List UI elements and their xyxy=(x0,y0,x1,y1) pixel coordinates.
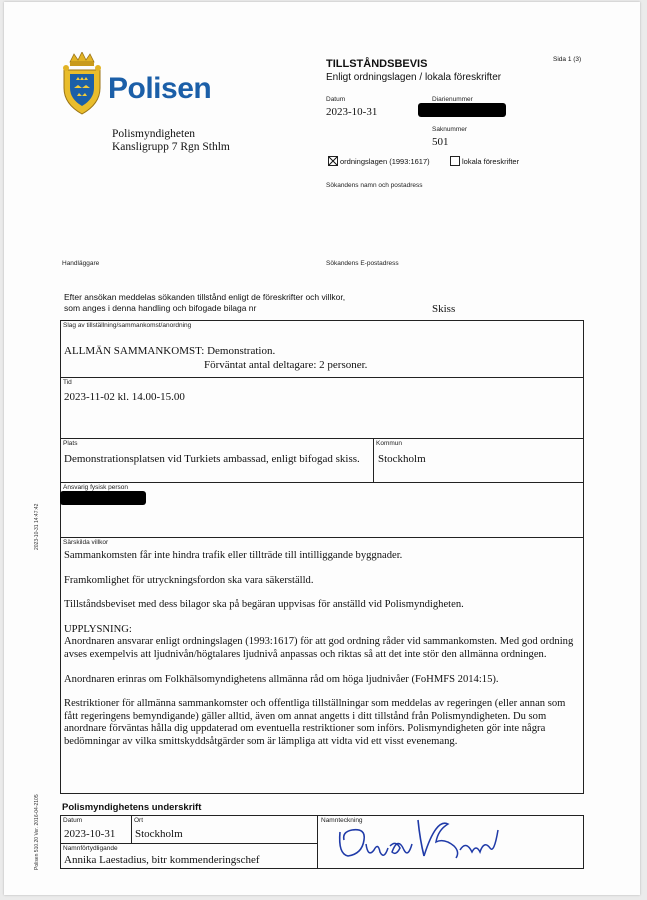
signature-heading: Polismyndighetens underskrift xyxy=(62,802,202,813)
info-paragraph-3: Restriktioner för allmänna sammankomster och offentliga tillställningar som meddelas av regeringen (eller annan som fått regeringens bemyndigande) gäller alltid, även om annat angetts i ditt tillstånd från Polismyndigheten. Du som anordnare förväntas hålla dig uppdaterad om eventuella restriktioner som införs. Polismyndigheten gör inte några bedömningar av vilka smittskyddsåtgärder som är lämpliga att vidta vid ett visst evenemang. xyxy=(64,698,566,747)
handlaggare-label: Handläggare xyxy=(62,260,100,267)
sig-datum-value: 2023-10-31 xyxy=(64,828,116,840)
authority-unit: Kansligrupp 7 Rgn Sthlm xyxy=(112,141,230,153)
condition-item: Sammankomsten får inte hindra trafik eller tillträde till intilliggande byggnader. xyxy=(64,550,403,561)
checkbox-lokala-foreskrifter[interactable] xyxy=(450,156,460,166)
applicant-address-label: Sökandens namn och postadress xyxy=(326,182,423,189)
sig-datum-label: Datum xyxy=(63,817,83,824)
ansvarig-label: Ansvarig fysisk person xyxy=(63,484,129,491)
ort-value: Stockholm xyxy=(135,828,183,840)
authority-block xyxy=(112,128,230,154)
checkbox-ordningslagen[interactable] xyxy=(328,156,338,166)
checked-cross-icon xyxy=(328,156,338,166)
tid-label: Tid xyxy=(63,379,72,386)
saknummer-value: 501 xyxy=(432,136,449,148)
kommun-value: Stockholm xyxy=(378,453,426,465)
kommun-label: Kommun xyxy=(376,440,403,447)
info-paragraph-2: Anordnaren erinras om Folkhälsomyndighetens allmänna råd om höga ljudnivåer (FoHMFS 2014:15). xyxy=(64,673,499,685)
villkor-label: Särskilda villkor xyxy=(63,539,109,546)
info-paragraph-1: Anordnaren ansvarar enligt ordningslagen (1993:1617) för att god ordning råder vid sammankomsten. Med god ordning avses exempelvis att ljudnivån/högtalares ljudnivå anpassas och riktas så att det inte stör den allmänna ordningen. xyxy=(64,636,574,660)
info-heading: UPPLYSNING: xyxy=(64,623,132,635)
authority-name: Polismyndigheten xyxy=(112,128,196,140)
divider xyxy=(60,377,584,378)
applicant-email-label: Sökandens E-postadress xyxy=(326,260,399,267)
type-value-2: Förväntat antal deltagare: 2 personer. xyxy=(204,359,368,371)
document-subtitle: Enligt ordningslagen / lokala föreskrifter xyxy=(326,72,502,83)
checkbox-lokala-label: lokala föreskrifter xyxy=(462,157,520,166)
divider xyxy=(60,482,584,483)
divider xyxy=(60,843,318,844)
checkbox-ordningslagen-label: ordningslagen (1993:1617) xyxy=(340,157,430,166)
redacted-diarienummer xyxy=(418,103,506,117)
intro-line-2: som anges i denna handling och bifogade bilaga nr xyxy=(64,303,257,313)
police-crest-icon xyxy=(60,52,104,116)
ort-label: Ort xyxy=(134,817,144,824)
divider xyxy=(373,438,374,482)
document-title: TILLSTÅNDSBEVIS xyxy=(326,58,428,70)
signer-name: Annika Laestadius, bitr kommenderingschef xyxy=(64,854,260,866)
plats-value: Demonstrationsplatsen vid Turkiets ambassad, enligt bifogad skiss. xyxy=(64,453,360,465)
condition-item: Framkomlighet för utryckningsfordon ska vara säkerställd. xyxy=(64,574,314,586)
diarienummer-label: Diarienummer xyxy=(432,96,473,103)
attachment-name: Skiss xyxy=(432,303,456,315)
polisen-logo-text: Polisen xyxy=(108,72,212,105)
document-page xyxy=(4,2,640,895)
type-label: Slag av tillställning/sammankomst/anordning xyxy=(63,322,192,329)
type-value-1: ALLMÄN SAMMANKOMST: Demonstration. xyxy=(64,345,276,357)
divider xyxy=(317,815,318,868)
divider xyxy=(131,815,132,843)
page-number: Sida 1 (3) xyxy=(553,56,582,63)
divider xyxy=(60,537,584,538)
condition-item: Tillståndsbeviset med dess bilagor ska på begäran uppvisas för anställd vid Polismyndigheten. xyxy=(64,599,464,611)
tid-value: 2023-11-02 kl. 14.00-15.00 xyxy=(64,391,185,403)
namnfortydligande-label: Namnförtydligande xyxy=(63,845,118,852)
datum-value: 2023-10-31 xyxy=(326,106,378,118)
intro-line-1: Efter ansökan meddelas sökanden tillstånd enligt de föreskrifter och villkor, xyxy=(64,292,346,302)
saknummer-label: Saknummer xyxy=(432,126,468,133)
divider xyxy=(60,438,584,439)
margin-form-code: Polisen 510.20 Ver. 2016-04-2105 xyxy=(34,794,40,870)
intro-text xyxy=(64,292,345,314)
handwritten-signature xyxy=(326,810,506,868)
redacted-responsible-person xyxy=(60,491,146,505)
margin-stamp: 2023-10-31 14:47:42 xyxy=(34,503,40,550)
datum-label: Datum xyxy=(326,96,346,103)
namnteckning-label: Namnteckning xyxy=(321,817,363,824)
plats-label: Plats xyxy=(63,440,78,447)
conditions-block xyxy=(64,550,576,761)
